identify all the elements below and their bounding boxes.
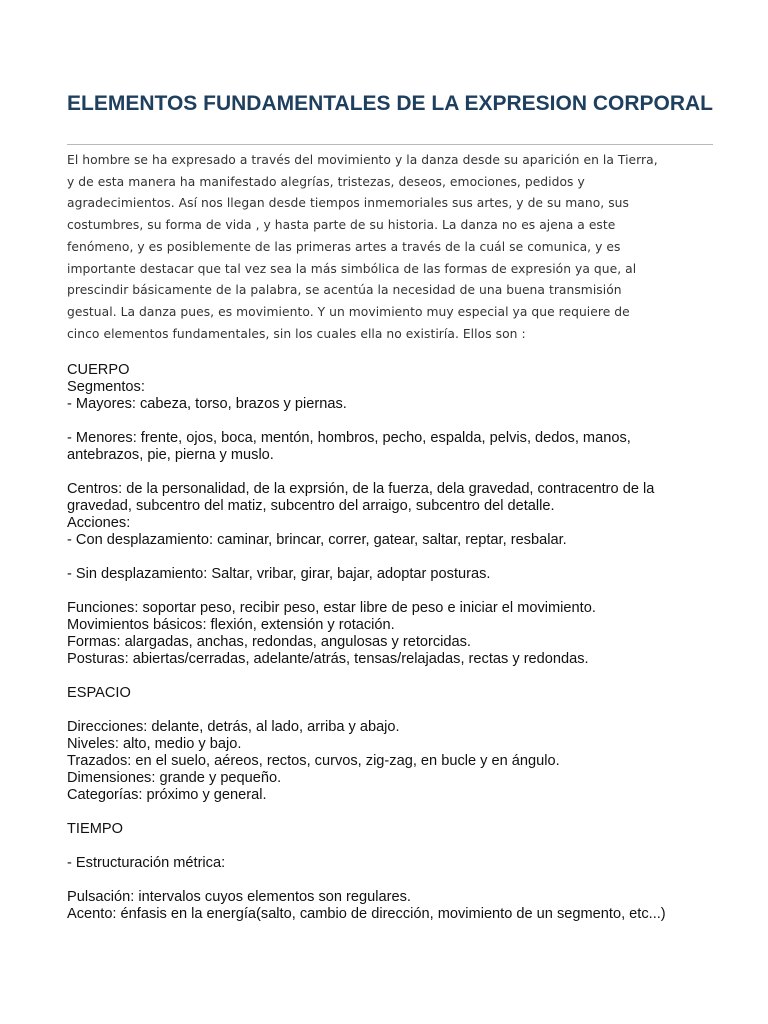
intro-line: cinco elementos fundamentales, sin los cuales ella no existiría. Ellos son :	[67, 326, 526, 341]
spacer	[67, 464, 713, 481]
spacer	[67, 583, 713, 600]
spacer	[67, 413, 713, 430]
sin-desplazamiento-line: - Sin desplazamiento: Saltar, vribar, girar, bajar, adoptar posturas.	[67, 566, 491, 582]
menores-line-cont: antebrazos, pie, pierna y muslo.	[67, 447, 274, 463]
page-title: ELEMENTOS FUNDAMENTALES DE LA EXPRESION CORPORAL	[67, 92, 713, 115]
intro-paragraph	[67, 150, 713, 345]
centros-line-cont: gravedad, subcentro del matiz, subcentro del arraigo, subcentro del detalle.	[67, 498, 555, 514]
intro-line: prescindir básicamente de la palabra, se acentúa la necesidad de una buena transmisión	[67, 283, 622, 298]
formas-line: Formas: alargadas, anchas, redondas, angulosas y retorcidas.	[67, 634, 471, 650]
dimensiones-line: Dimensiones: grande y pequeño.	[67, 770, 282, 786]
movimientos-line: Movimientos básicos: flexión, extensión y rotación.	[67, 617, 395, 633]
posturas-line: Posturas: abiertas/cerradas, adelante/atrás, tensas/relajadas, rectas y redondas.	[67, 651, 589, 667]
niveles-line: Niveles: alto, medio y bajo.	[67, 736, 242, 752]
intro-line: costumbres, su forma de vida , y hasta parte de su historia. La danza no es ajena a este	[67, 218, 616, 233]
spacer	[67, 838, 713, 855]
intro-line: gestual. La danza pues, es movimiento. Y un movimiento muy especial ya que requiere de	[67, 304, 630, 319]
spacer	[67, 668, 713, 685]
spacer	[67, 702, 713, 719]
intro-line: importante destacar que tal vez sea la más simbólica de las formas de expresión ya que, al	[67, 261, 637, 276]
categorias-line: Categorías: próximo y general.	[67, 787, 267, 803]
trazados-line: Trazados: en el suelo, aéreos, rectos, curvos, zig-zag, en bucle y en ángulo.	[67, 753, 560, 769]
pulsacion-line: Pulsación: intervalos cuyos elementos son regulares.	[67, 889, 411, 905]
intro-line: El hombre se ha expresado a través del movimiento y la danza desde su aparición en la Tierra,	[67, 153, 658, 167]
acciones-label: Acciones:	[67, 515, 131, 531]
section-heading-tiempo: TIEMPO	[67, 821, 123, 837]
section-heading-espacio: ESPACIO	[67, 685, 131, 701]
section-heading-cuerpo: CUERPO	[67, 362, 130, 378]
acento-line: Acento: énfasis en la energía(salto, cambio de dirección, movimiento de un segmento, etc...)	[67, 906, 666, 922]
menores-line: - Menores: frente, ojos, boca, mentón, hombros, pecho, espalda, pelvis, dedos, manos,	[67, 430, 631, 446]
document-body	[67, 362, 713, 923]
funciones-line: Funciones: soportar peso, recibir peso, estar libre de peso e iniciar el movimiento.	[67, 600, 596, 616]
intro-line: agradecimientos. Así nos llegan desde tiempos inmemoriales sus artes, y de su mano, sus	[67, 196, 629, 211]
intro-line: y de esta manera ha manifestado alegrías, tristezas, deseos, emociones, pedidos y	[67, 174, 585, 189]
spacer	[67, 804, 713, 821]
centros-line: Centros: de la personalidad, de la exprsión, de la fuerza, dela gravedad, contracentro de la	[67, 481, 655, 497]
intro-line: fenómeno, y es posiblemente de las primeras artes a través de la cuál se comunica, y es	[67, 239, 621, 254]
estructuracion-line: - Estructuración métrica:	[67, 855, 226, 871]
spacer	[67, 872, 713, 889]
title-divider	[67, 144, 713, 145]
spacer	[67, 549, 713, 566]
con-desplazamiento-line: - Con desplazamiento: caminar, brincar, correr, gatear, saltar, reptar, resbalar.	[67, 532, 567, 548]
direcciones-line: Direcciones: delante, detrás, al lado, arriba y abajo.	[67, 719, 400, 735]
mayores-line: - Mayores: cabeza, torso, brazos y piernas.	[67, 396, 347, 412]
segmentos-label: Segmentos:	[67, 379, 145, 395]
